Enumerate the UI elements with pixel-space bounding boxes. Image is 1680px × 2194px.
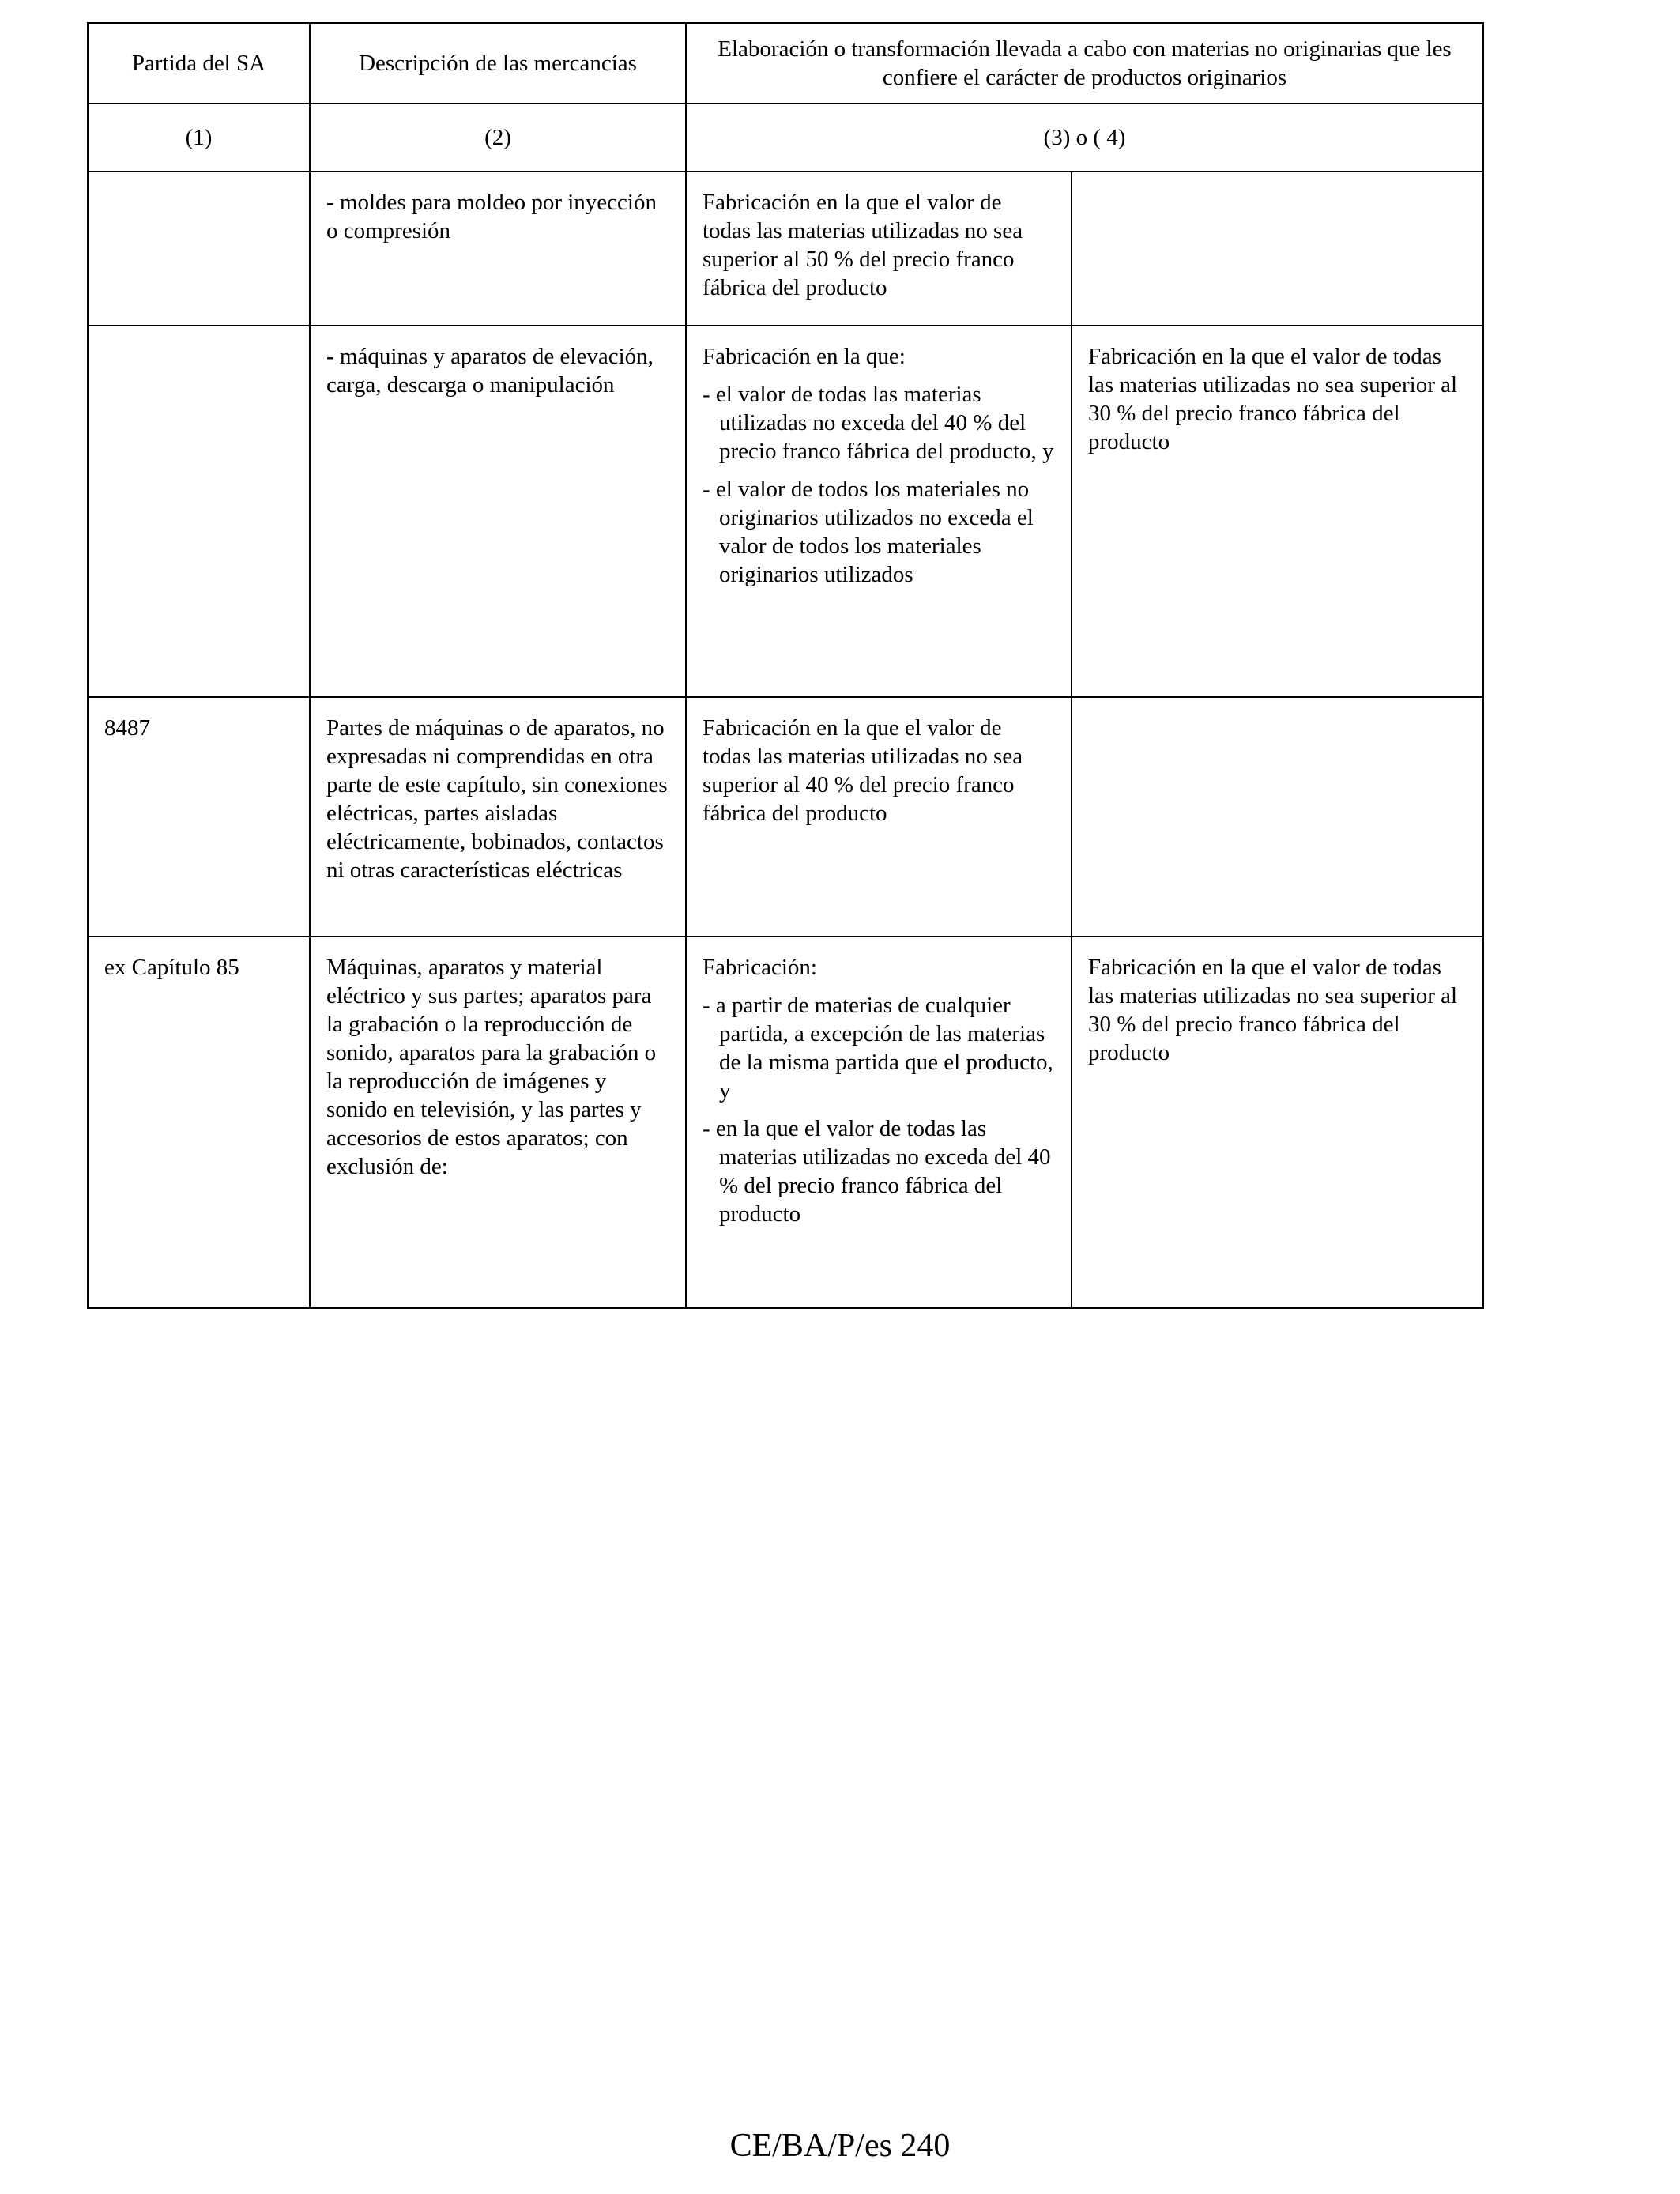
description-dash: - <box>326 344 334 369</box>
column-number-2: (2) <box>310 104 686 172</box>
rules-of-origin-table <box>87 22 1484 1309</box>
row-rule-col4 <box>1072 697 1483 937</box>
header-row <box>88 23 1483 104</box>
rule-bullet: - a partir de materias de cualquier partida, a excepción de las materias de la misma partida que el producto, y <box>703 993 1053 1103</box>
description-text: moldes para moldeo por inyección o compresión <box>326 190 657 243</box>
rule-bullet: - en la que el valor de todas las materias utilizadas no exceda del 40 % del precio franco fábrica del producto <box>703 1116 1051 1227</box>
description-text: máquinas y aparatos de elevación, carga, descarga o manipulación <box>326 344 654 398</box>
column-number-1: (1) <box>88 104 310 172</box>
column-number-3-4: (3) o ( 4) <box>686 104 1483 172</box>
row-code <box>88 172 310 326</box>
header-descripcion: Descripción de las mercancías <box>310 23 686 104</box>
column-number-row <box>88 104 1483 172</box>
row-rule-col4: Fabricación en la que el valor de todas las materias utilizadas no sea superior al 30 % del precio franco fábrica del producto <box>1072 937 1483 1308</box>
row-rule-col3: Fabricación en la que el valor de todas las materias utilizadas no sea superior al 50 % del precio franco fábrica del producto <box>686 172 1072 326</box>
rule-intro: Fabricación en la que: <box>703 344 906 369</box>
header-elaboracion: Elaboración o transformación llevada a cabo con materias no originarias que les confiere el carácter de productos originarios <box>686 23 1483 104</box>
description-dash: - <box>326 190 334 215</box>
table-row <box>88 172 1483 326</box>
header-partida: Partida del SA <box>88 23 310 104</box>
row-rule-col4: Fabricación en la que el valor de todas las materias utilizadas no sea superior al 30 % del precio franco fábrica del producto <box>1072 326 1483 697</box>
page-reference: CE/BA/P/es 240 <box>729 2128 951 2164</box>
row-description <box>310 172 686 326</box>
rule-bullet: - el valor de todas las materias utilizadas no exceda del 40 % del precio franco fábrica del producto, y <box>703 382 1054 464</box>
row-code <box>88 326 310 697</box>
table-row <box>88 937 1483 1308</box>
rule-intro: Fabricación: <box>703 955 817 980</box>
row-rule-col3: Fabricación en la que el valor de todas las materias utilizadas no sea superior al 40 % del precio franco fábrica del producto <box>686 697 1072 937</box>
row-code: 8487 <box>88 697 310 937</box>
row-rule-col4 <box>1072 172 1483 326</box>
row-rule-col3 <box>686 326 1072 697</box>
rule-bullet: - el valor de todos los materiales no originarios utilizados no exceda el valor de todos los materiales originarios utilizados <box>703 477 1034 587</box>
table-row <box>88 697 1483 937</box>
table-row <box>88 326 1483 697</box>
row-rule-col3 <box>686 937 1072 1308</box>
row-description <box>310 326 686 697</box>
row-description: Máquinas, aparatos y material eléctrico y sus partes; aparatos para la grabación o la reproducción de sonido, aparatos para la grabación o la reproducción de imágenes y sonido en televisión, y las partes y accesorios de estos aparatos; con exclusión de: <box>310 937 686 1308</box>
row-description: Partes de máquinas o de aparatos, no expresadas ni comprendidas en otra parte de este capítulo, sin conexiones eléctricas, partes aisladas eléctricamente, bobinados, contactos ni otras características eléctricas <box>310 697 686 937</box>
row-code: ex Capítulo 85 <box>88 937 310 1308</box>
